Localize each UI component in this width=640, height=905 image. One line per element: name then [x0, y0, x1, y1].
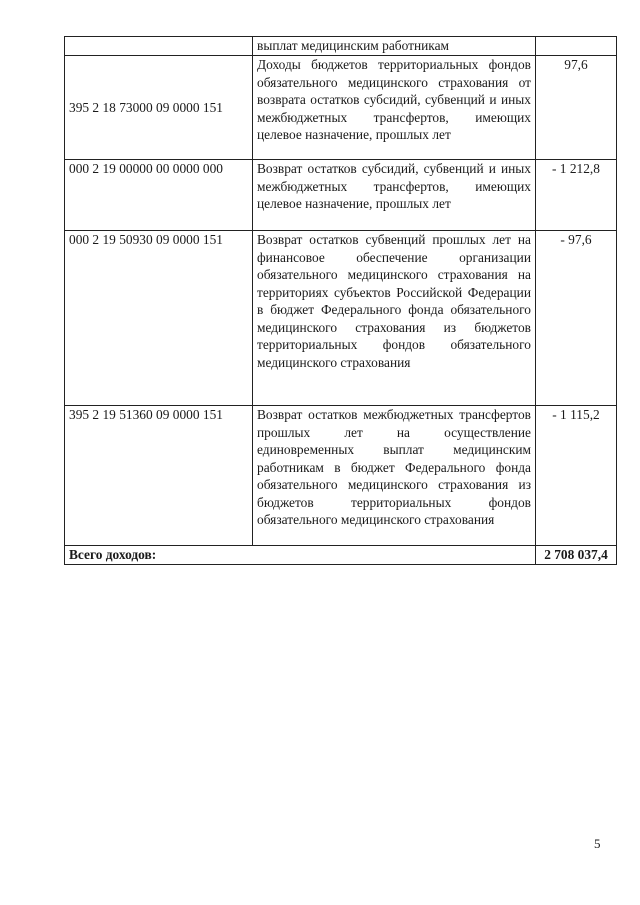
budget-code-cell: 000 2 19 50930 09 0000 151	[65, 231, 253, 406]
amount-cell	[536, 37, 617, 56]
amount-cell: - 1 115,2	[536, 406, 617, 546]
page-number: 5	[594, 836, 601, 851]
amount-cell: - 1 212,8	[536, 160, 617, 231]
budget-code-cell: 395 2 18 73000 09 0000 151	[65, 56, 253, 160]
total-row	[65, 546, 617, 565]
total-label: Всего доходов:	[65, 546, 536, 565]
table-row	[65, 160, 617, 231]
total-amount: 2 708 037,4	[536, 546, 617, 565]
table-row	[65, 37, 617, 56]
description-cell: Возврат остатков межбюджетных трансфертов прошлых лет на осуществление единовременных выплат медицинским работникам в бюджет Федерального фонда обязательного медицинского страхования из бюджетов территориальных фондов обязательного медицинского страхования	[253, 406, 536, 546]
amount-cell: 97,6	[536, 56, 617, 160]
description-cell: Возврат остатков субвенций прошлых лет на финансовое обеспечение организации обязательного медицинского страхования на территориях субъектов Российской Федерации в бюджет Федерального фонда обязательного медицинского страхования из бюджетов территориальных фондов обязательного медицинского страхования	[253, 231, 536, 406]
description-cell: выплат медицинским работникам	[253, 37, 536, 56]
amount-cell: - 97,6	[536, 231, 617, 406]
table-row	[65, 231, 617, 406]
description-cell: Возврат остатков субсидий, субвенций и иных межбюджетных трансфертов, имеющих целевое назначение, прошлых лет	[253, 160, 536, 231]
budget-code-cell	[65, 37, 253, 56]
table-row	[65, 406, 617, 546]
description-cell: Доходы бюджетов территориальных фондов обязательного медицинского страхования от возврата остатков субсидий, субвенций и иных межбюджетных трансфертов, имеющих целевое назначение, прошлых лет	[253, 56, 536, 160]
budget-code-cell: 395 2 19 51360 09 0000 151	[65, 406, 253, 546]
revenue-table	[64, 36, 617, 565]
table-row	[65, 56, 617, 160]
budget-code-cell: 000 2 19 00000 00 0000 000	[65, 160, 253, 231]
